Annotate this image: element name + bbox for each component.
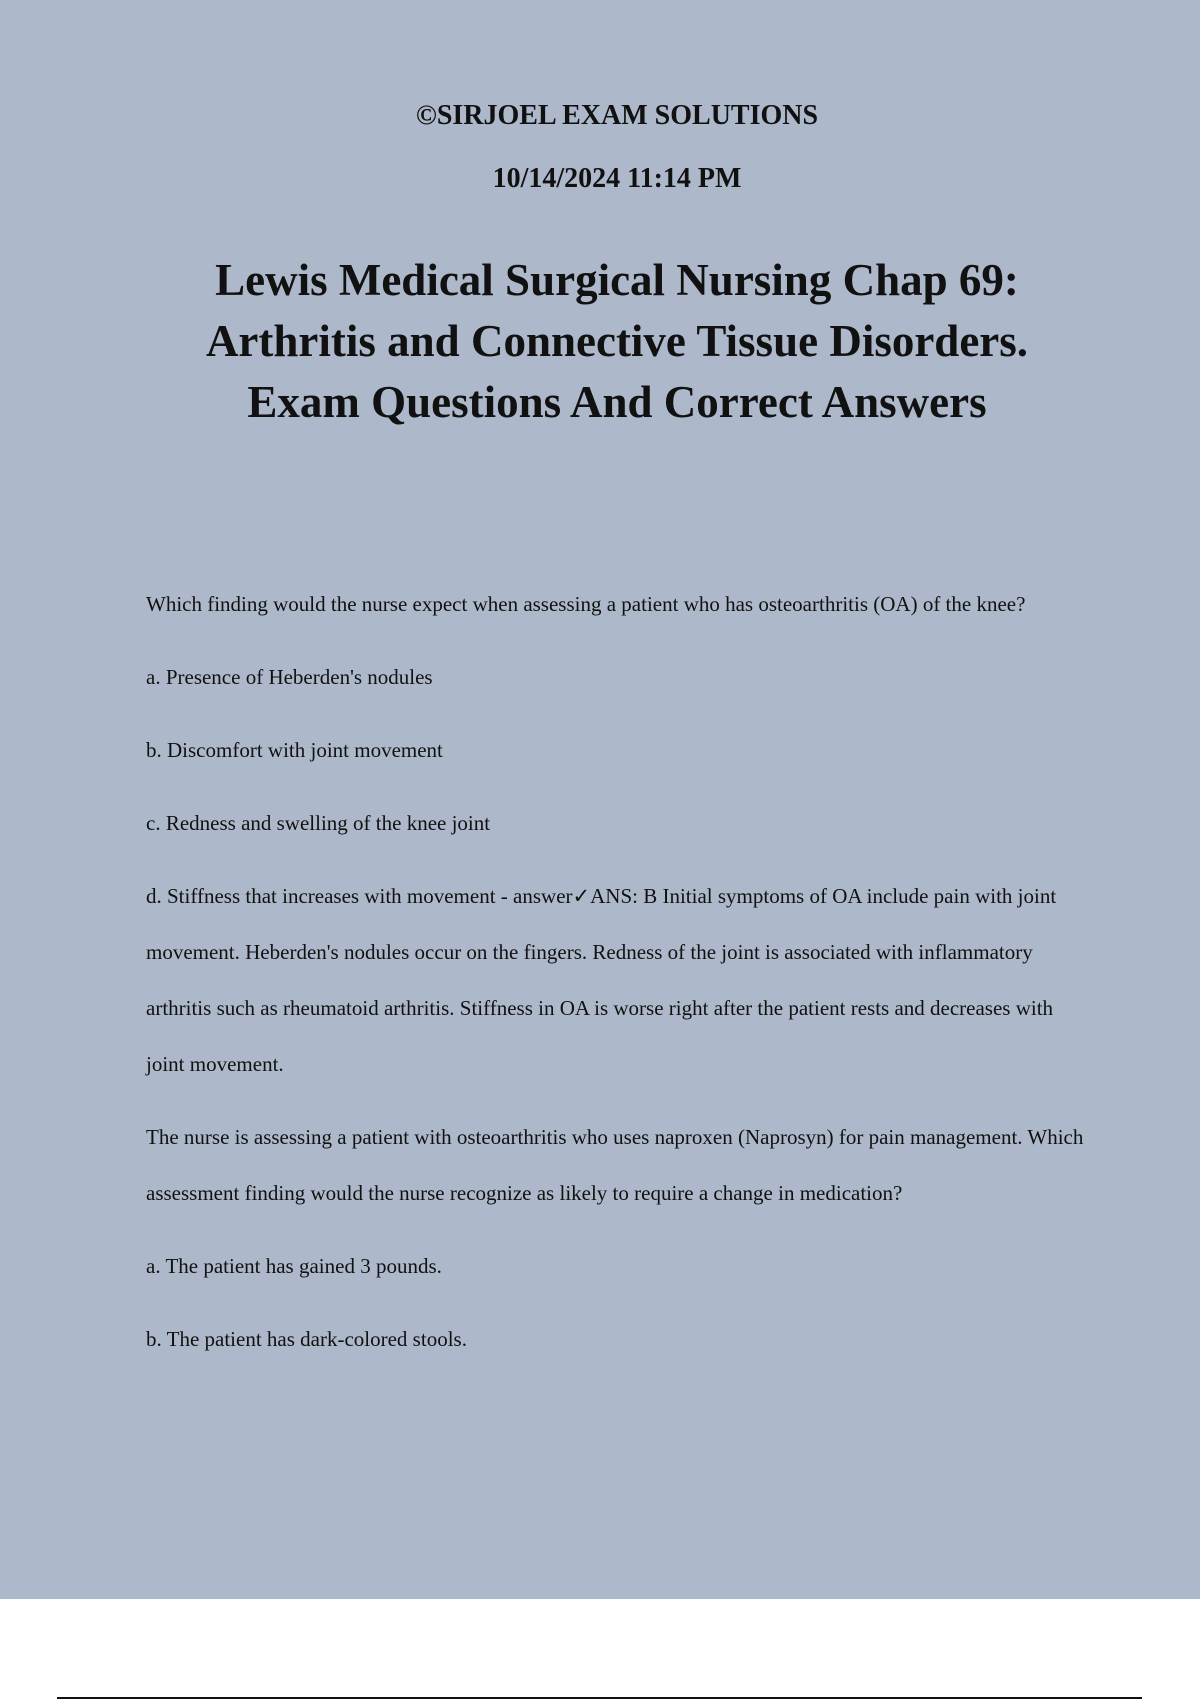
question-2-stem: The nurse is assessing a patient with osteoarthritis who uses naproxen (Naprosyn) for pain management. Which assessment finding would the nurse recognize as likely to require a change in medication? (146, 1125, 1084, 1205)
question-1-option-b: b. Discomfort with joint movement (146, 738, 443, 762)
copyright-header: ©SIRJOEL EXAM SOLUTIONS (415, 100, 819, 131)
question-1-option-d-answer: d. Stiffness that increases with movement - answer✓ANS: B Initial symptoms of OA include pain with joint movement. Heberden's nodules occur on the fingers. Redness of the joint is associated with inflammatory arthritis such as rheumatoid arthritis. Stiffness in OA is worse right after the patient rests and decreases with joint movement. (146, 884, 1057, 1076)
question-1-option-a: a. Presence of Heberden's nodules (146, 665, 433, 689)
title-line-1: Lewis Medical Surgical Nursing Chap 69: (215, 255, 1019, 305)
title-line-2: Arthritis and Connective Tissue Disorders. (205, 316, 1029, 366)
document-title (0, 250, 1200, 433)
question-1-stem: Which finding would the nurse expect when assessing a patient who has osteoarthritis (OA) of the knee? (146, 592, 1026, 616)
question-2-option-b: b. The patient has dark-colored stools. (146, 1327, 467, 1351)
timestamp: 10/14/2024 11:14 PM (492, 163, 742, 194)
page-divider (57, 1697, 1142, 1699)
title-line-3: Exam Questions And Correct Answers (247, 377, 987, 427)
document-body (146, 576, 1096, 1384)
question-2-option-a: a. The patient has gained 3 pounds. (146, 1254, 442, 1278)
question-1-option-c: c. Redness and swelling of the knee joint (146, 811, 491, 835)
